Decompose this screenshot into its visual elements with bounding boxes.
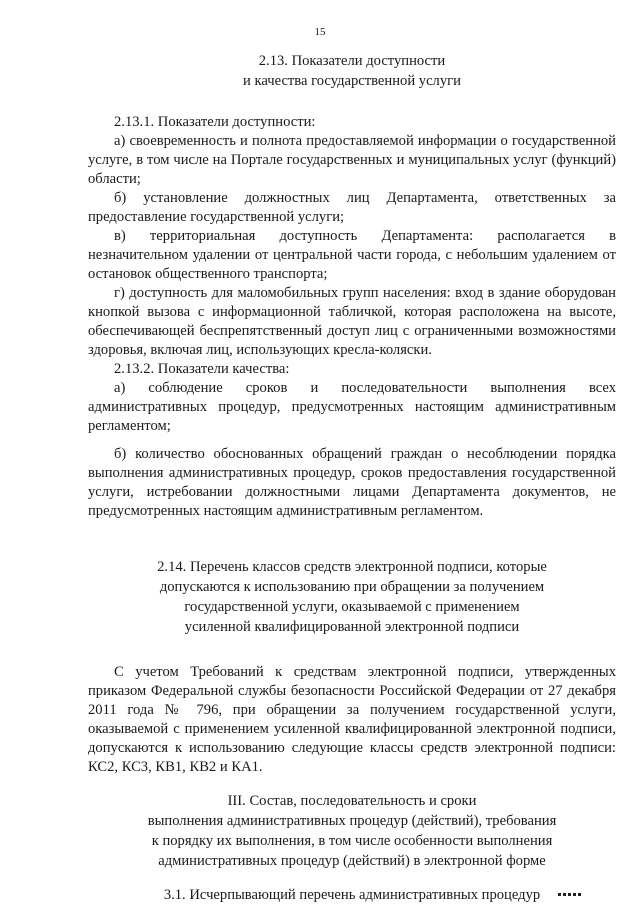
- section-2-14-title: [88, 557, 616, 637]
- accessibility-item-d: г) доступность для маломобильных групп населения: вход в здание оборудован кнопкой вызова с информационной табличкой, которая расположена на высоте, обеспечивающей беспрепятственный доступ лиц с ограниченными возможностями здоровья, включая лиц, использующих кресла-коляски.: [88, 285, 616, 358]
- quality-item-a: а) соблюдение сроков и последовательности выполнения всех административных процедур, предусмотренных настоящим административным регламентом;: [88, 380, 616, 434]
- scan-mark: [558, 893, 582, 896]
- signature-classes-paragraph: С учетом Требований к средствам электронной подписи, утвержденных приказом Федеральной службы безопасности Российской Федерации от 27 декабря 2011 года № 796, при обращении за получением государственной услуги, оказываемой с применением усиленной квалифицированной электронной подписи, допускаются к использованию следующие классы средств электронной подписи: КС2, КС3, КВ1, КВ2 и КА1.: [88, 664, 616, 775]
- section-3-title: [88, 791, 616, 871]
- section-2-13-title: [88, 51, 616, 91]
- accessibility-item-a: а) своевременность и полнота предоставляемой информации о государственной услуге, в том числе на Портале государственных и муниципальных услуг (функций) области;: [88, 133, 616, 187]
- section-3-title-line-3: к порядку их выполнения, в том числе особенности выполнения: [151, 833, 553, 849]
- section-3-title-line-1: III. Состав, последовательность и сроки: [227, 793, 477, 809]
- section-3-title-line-4: административных процедур (действий) в электронной форме: [158, 853, 546, 869]
- accessibility-item-c: в) территориальная доступность Департамента: располагается в незначительном удалении от центральной части города, с небольшим удалением от остановок общественного транспорта;: [88, 228, 616, 282]
- page-number: 15: [314, 26, 326, 38]
- document-body: [88, 51, 616, 905]
- section-2-14-title-line-4: усиленной квалифицированной электронной подписи: [184, 619, 520, 635]
- section-2-13-title-line-2: и качества государственной услуги: [243, 73, 461, 89]
- section-3-1-title: 3.1. Исчерпывающий перечень административных процедур: [163, 887, 541, 903]
- subsection-2-13-1-heading: 2.13.1. Показатели доступности:: [114, 114, 316, 130]
- section-2-13-title-line-1: 2.13. Показатели доступности: [258, 53, 446, 69]
- quality-item-b: б) количество обоснованных обращений граждан о несоблюдении порядка выполнения административных процедур, сроков предоставления государственной услуги, истребовании должностными лицами Департамента документов, не предусмотренных настоящим административным регламентом.: [88, 446, 616, 519]
- accessibility-item-b: б) установление должностных лиц Департамента, ответственных за предоставление государственной услуги;: [88, 190, 616, 225]
- section-2-14-title-line-3: государственной услуги, оказываемой с применением: [184, 599, 520, 615]
- subsection-2-13-2-heading: 2.13.2. Показатели качества:: [114, 361, 290, 377]
- section-2-14-title-line-1: 2.14. Перечень классов средств электронной подписи, которые: [157, 559, 547, 575]
- section-3-title-line-2: выполнения административных процедур (действий), требования: [147, 813, 557, 829]
- section-2-14-title-line-2: допускаются к использованию при обращении за получением: [159, 579, 545, 595]
